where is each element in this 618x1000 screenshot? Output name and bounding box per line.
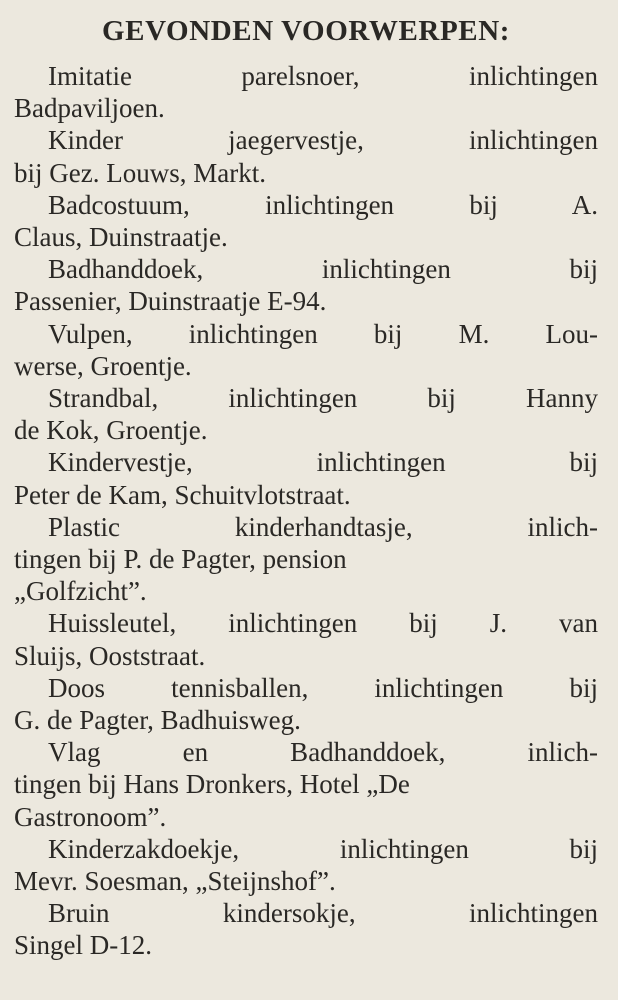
entry-line-third: Gastronoom”. [14, 801, 167, 832]
found-item-entry [14, 446, 598, 510]
found-item-entry [14, 60, 598, 124]
entry-line-second: Passenier, Duinstraatje E-94. [14, 286, 327, 317]
found-item-entry [14, 833, 598, 897]
entry-line-first: Strandbal, inlichtingen bij Hanny [48, 383, 598, 414]
found-item-entry [14, 607, 598, 671]
found-items-list [14, 60, 598, 962]
entry-line-second: Badpaviljoen. [14, 93, 165, 124]
entry-line-second: Claus, Duinstraatje. [14, 222, 228, 253]
entry-line-first: Vulpen, inlichtingen bij M. Lou- [48, 318, 598, 349]
entry-line-first: Huissleutel, inlichtingen bij J. van [48, 608, 598, 639]
entry-line-first: Kindervestje, inlichtingen bij [48, 447, 598, 478]
entry-line-second: werse, Groentje. [14, 350, 192, 381]
found-item-entry [14, 511, 598, 608]
entry-line-third: „Golfzicht”. [14, 576, 147, 607]
entry-line-first: Plastic kinderhandtasje, inlich- [48, 511, 598, 542]
entry-line-first: Imitatie parelsnoer, inlichtingen [48, 61, 598, 91]
entry-line-first: Badcostuum, inlichtingen bij A. [48, 189, 598, 220]
section-title: GEVONDEN VOORWERPEN: [101, 15, 511, 47]
entry-line-second: Sluijs, Ooststraat. [14, 640, 206, 671]
entry-line-first: Kinder jaegervestje, inlichtingen [48, 125, 598, 156]
found-item-entry [14, 189, 598, 253]
entry-line-second: de Kok, Groentje. [14, 415, 208, 446]
entry-line-second: tingen bij P. de Pagter, pension [14, 544, 347, 575]
found-item-entry [14, 736, 598, 833]
entry-line-first: Doos tennisballen, inlichtingen bij [48, 672, 598, 703]
entry-line-second: bij Gez. Louws, Markt. [14, 157, 266, 188]
entry-line-first: Kinderzakdoekje, inlichtingen bij [48, 833, 598, 864]
found-item-entry [14, 897, 598, 961]
entry-line-second: tingen bij Hans Dronkers, Hotel „De [14, 769, 410, 800]
entry-line-second: Peter de Kam, Schuitvlotstraat. [14, 479, 351, 510]
found-item-entry [14, 318, 598, 382]
found-item-entry [14, 124, 598, 188]
entry-line-first: Vlag en Badhanddoek, inlich- [48, 737, 598, 768]
entry-line-first: Bruin kindersokje, inlichtingen [48, 898, 598, 929]
entry-line-second: Mevr. Soesman, „Steijnshof”. [14, 866, 336, 897]
found-item-entry [14, 672, 598, 736]
found-item-entry [14, 253, 598, 317]
entry-line-first: Badhanddoek, inlichtingen bij [48, 254, 598, 285]
entry-line-second: G. de Pagter, Badhuisweg. [14, 705, 301, 736]
found-item-entry [14, 382, 598, 446]
entry-line-second: Singel D-12. [14, 930, 152, 961]
